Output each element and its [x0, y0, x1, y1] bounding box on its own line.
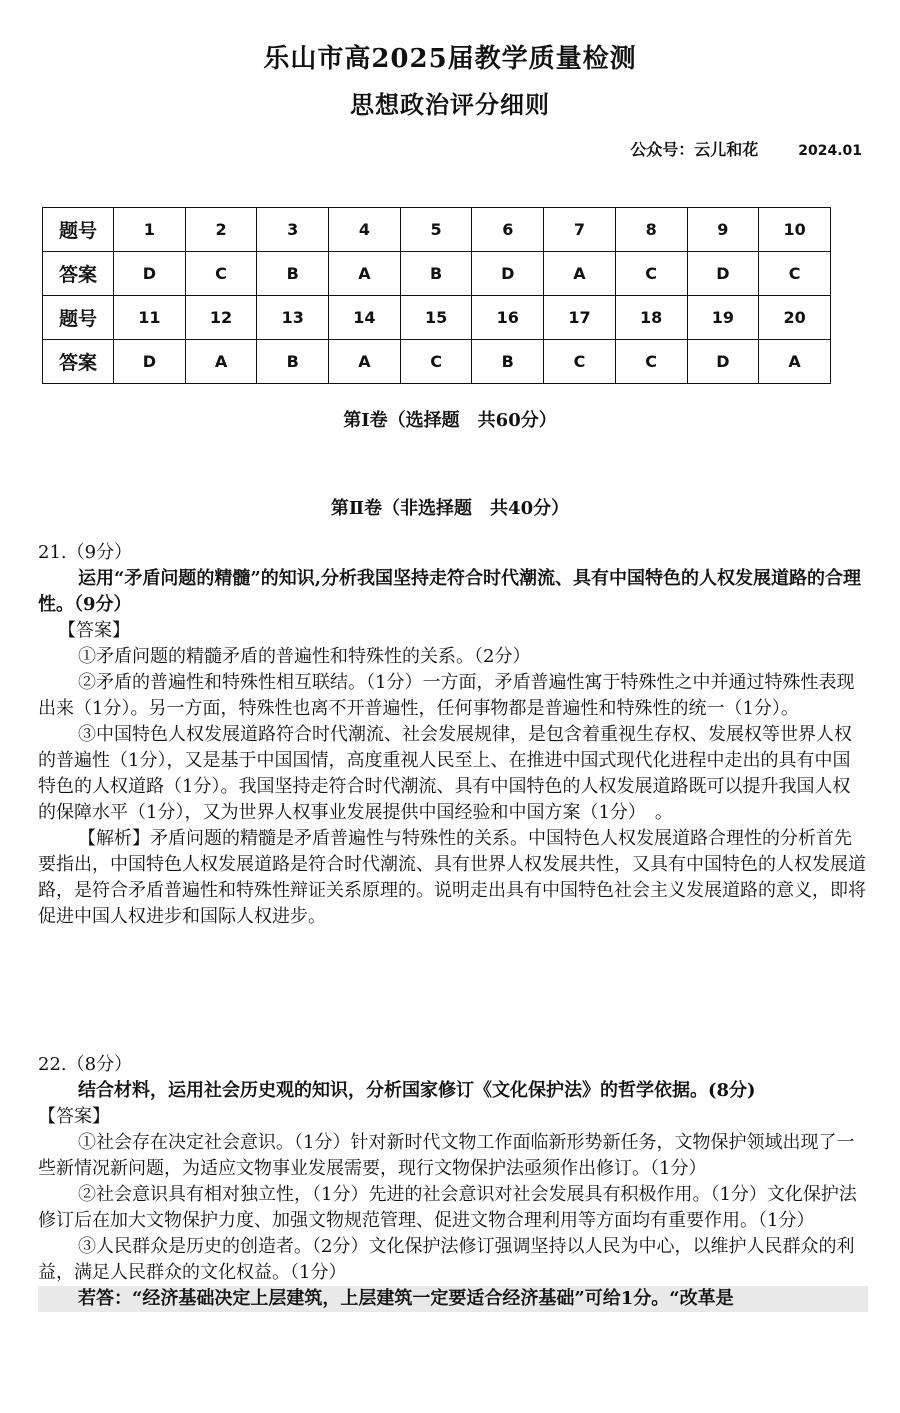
question-number-cell: 3: [257, 208, 329, 252]
question-number-cell: 2: [185, 208, 257, 252]
question-number-cell: 16: [472, 296, 544, 340]
question-number-row: [43, 208, 831, 252]
answer-table: [42, 207, 831, 384]
answer-cell: A: [329, 340, 401, 384]
row-label: 答案: [43, 252, 114, 296]
answer-cell: D: [687, 340, 759, 384]
answer-cell: B: [400, 252, 472, 296]
answer-cell: C: [615, 252, 687, 296]
question-number-cell: 13: [257, 296, 329, 340]
document-date: 2024.01: [798, 143, 862, 159]
question-number: 22.（8分）: [38, 1054, 133, 1075]
section-1-heading: 第Ⅰ卷（选择题 共60分）: [343, 410, 557, 431]
answer-point-2: ②矛盾的普遍性和特殊性相互联结。（1分）一方面，矛盾普遍性寓于特殊性之中并通过特殊性表现出来（1分）。另一方面，特殊性也离不开普遍性，任何事物都是普遍性和特殊性的统一（1分）。: [38, 672, 855, 719]
question-number-cell: 17: [544, 296, 616, 340]
question-21: [38, 540, 868, 930]
answer-row: [43, 340, 831, 384]
analysis-paragraph: 【解析】矛盾问题的精髓是矛盾普遍性与特殊性的关系。中国特色人权发展道路合理性的分析首先要指出，中国特色人权发展道路是符合时代潮流、具有世界人权发展共性，又具有中国特色的人权发展道路，是符合矛盾普遍性和特殊性辩证关系原理的。说明走出具有中国特色社会主义发展道路的意义，即将促进中国人权进步和国际人权进步。: [38, 828, 866, 927]
answer-cell: D: [114, 252, 186, 296]
answer-cell: B: [257, 252, 329, 296]
answer-cell: A: [329, 252, 401, 296]
answer-tag: 【答案】: [58, 620, 130, 641]
question-number-cell: 20: [759, 296, 831, 340]
document-title: 乐山市高2025届教学质量检测: [263, 44, 637, 74]
question-number-cell: 18: [615, 296, 687, 340]
document-meta: [630, 137, 862, 160]
document-subtitle: 思想政治评分细则: [350, 90, 550, 119]
answer-point-3: ③中国特色人权发展道路符合时代潮流、社会发展规律，是包含着重视生存权、发展权等世界人权的普遍性（1分），又是基于中国国情，高度重视人民至上、在推进中国式现代化进程中走出的具有中国特色的人权道路（1分）。我国坚持走符合时代潮流、具有中国特色的人权发展道路既可以提升我国人权的保障水平（1分），又为世界人权事业发展提供中国经验和中国方案（1分） 。: [38, 724, 852, 823]
answer-row: [43, 252, 831, 296]
question-number-cell: 1: [114, 208, 186, 252]
answer-cell: B: [257, 340, 329, 384]
answer-point-1: ①社会存在决定社会意识。（1分）针对新时代文物工作面临新形势新任务，文物保护领域出现了一些新情况新问题，为适应文物事业发展需要，现行文物保护法亟须作出修订。（1分）: [38, 1132, 855, 1179]
answer-point-1: ①矛盾问题的精髓矛盾的普遍性和特殊性的关系。（2分）: [78, 646, 531, 667]
scoring-note: 若答：“经济基础决定上层建筑，上层建筑一定要适合经济基础”可给1分。“改革是: [38, 1286, 868, 1312]
answer-point-3: ③人民群众是历史的创造者。（2分）文化保护法修订强调坚持以人民为中心，以维护人民群众的利益，满足人民群众的文化权益。（1分）: [38, 1236, 855, 1283]
question-number: 21.（9分）: [38, 542, 133, 563]
question-number-cell: 5: [400, 208, 472, 252]
row-label: 题号: [43, 296, 114, 340]
question-number-cell: 6: [472, 208, 544, 252]
question-number-cell: 19: [687, 296, 759, 340]
answer-cell: A: [759, 340, 831, 384]
answer-cell: C: [759, 252, 831, 296]
account-label: 公众号：云儿和花: [630, 140, 759, 159]
question-number-cell: 7: [544, 208, 616, 252]
answer-cell: A: [185, 340, 257, 384]
answer-cell: C: [400, 340, 472, 384]
row-label: 题号: [43, 208, 114, 252]
answer-cell: A: [544, 252, 616, 296]
question-number-cell: 12: [185, 296, 257, 340]
section-2-heading: 第Ⅱ卷（非选择题 共40分）: [330, 498, 570, 519]
answer-cell: C: [615, 340, 687, 384]
answer-point-2: ②社会意识具有相对独立性，（1分）先进的社会意识对社会发展具有积极作用。（1分）文化保护法修订后在加大文物保护力度、加强文物规范管理、促进文物合理利用等方面均有重要作用。（1分）: [38, 1184, 857, 1231]
question-22: [38, 1052, 868, 1312]
question-number-cell: 14: [329, 296, 401, 340]
question-number-row: [43, 296, 831, 340]
question-number-cell: 8: [615, 208, 687, 252]
answer-cell: C: [185, 252, 257, 296]
question-prompt: 结合材料，运用社会历史观的知识，分析国家修订《文化保护法》的哲学依据。(8分): [78, 1080, 756, 1101]
answer-cell: B: [472, 340, 544, 384]
answer-cell: D: [114, 340, 186, 384]
row-label: 答案: [43, 340, 114, 384]
question-number-cell: 11: [114, 296, 186, 340]
question-number-cell: 4: [329, 208, 401, 252]
answer-tag: 【答案】: [38, 1106, 110, 1127]
question-number-cell: 9: [687, 208, 759, 252]
answer-cell: D: [472, 252, 544, 296]
answer-cell: C: [544, 340, 616, 384]
question-number-cell: 10: [759, 208, 831, 252]
answer-cell: D: [687, 252, 759, 296]
question-prompt: 运用“矛盾问题的精髓”的知识,分析我国坚持走符合时代潮流、具有中国特色的人权发展道路的合理性。（9分）: [38, 568, 861, 615]
question-number-cell: 15: [400, 296, 472, 340]
